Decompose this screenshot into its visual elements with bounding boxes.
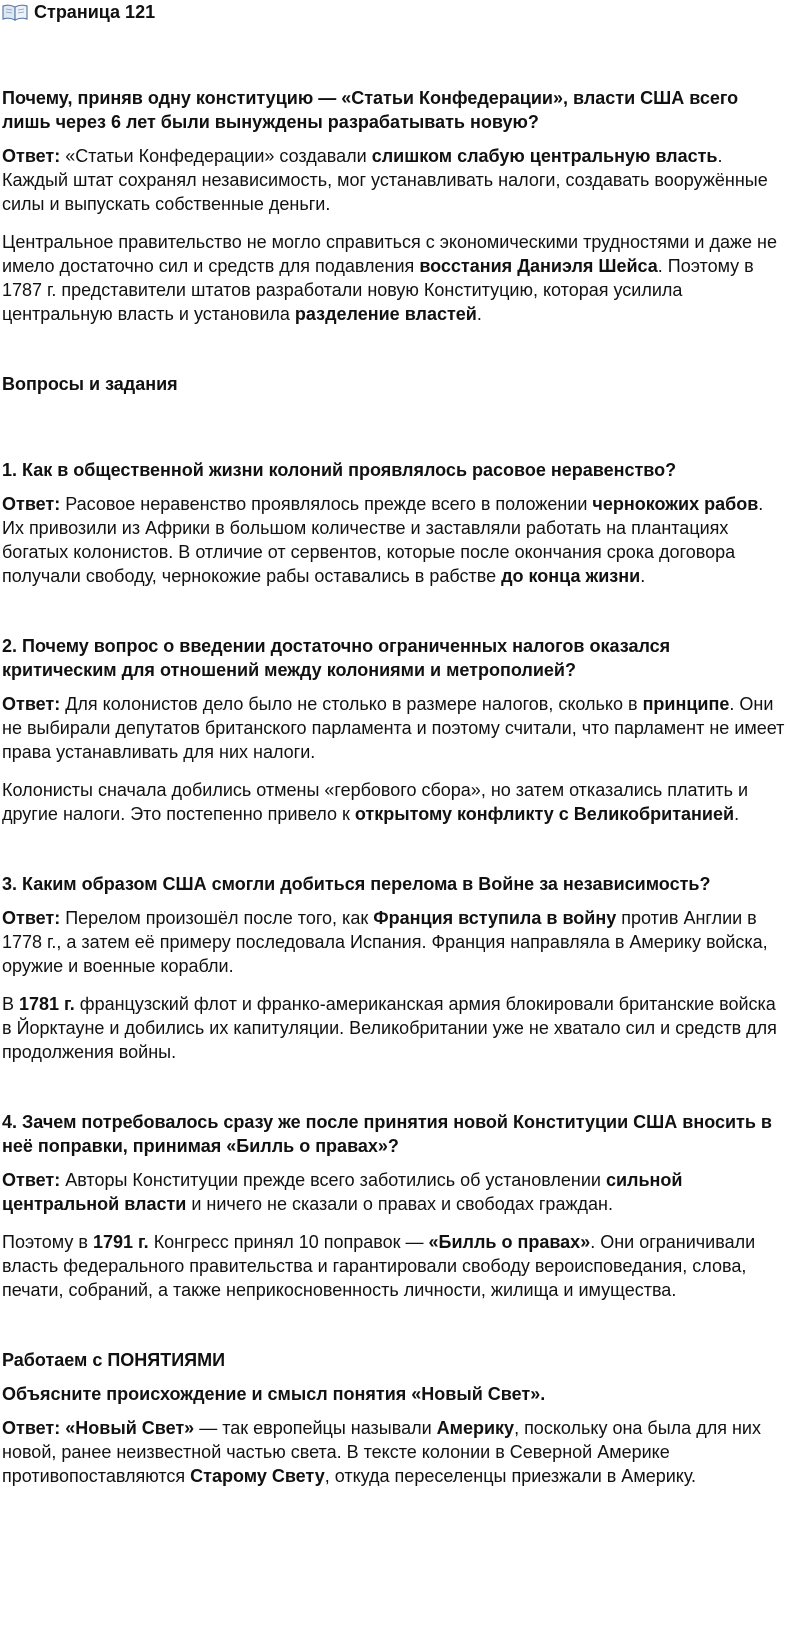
answer-3b: В 1781 г. французский флот и франко-американская армия блокировали британские войска в Йорктауне и добились их капитуляции. Великобритании уже не хватало сил и средств для продолжения войны.: [2, 994, 777, 1062]
question-2: 2. Почему вопрос о введении достаточно ограниченных налогов оказался критическим для отношений между колониями и метрополией?: [2, 636, 671, 680]
intro-answer-2: Центральное правительство не могло справиться с экономическими трудностями и даже не имело достаточно сил и средств для подавления восстания Даниэля Шейса. Поэтому в 1787 г. представители штатов разработали новую Конституцию, которая усилила центральную власть и установила разделение властей.: [2, 232, 778, 324]
page-title: Страница 121: [34, 2, 156, 22]
question-3: 3. Каким образом США смогли добиться перелома в Войне за независимость?: [2, 874, 711, 894]
answer-4b: Поэтому в 1791 г. Конгресс принял 10 поправок — «Билль о правах». Они ограничивали власть федерального правительства и гарантировали свободу вероисповедания, слова, печати, собраний, а также неприкосновенность личности, жилища и имущества.: [2, 1232, 756, 1300]
answer-2b: Колонисты сначала добились отмены «гербового сбора», но затем отказались платить и другие налоги. Это постепенно привело к открытому конфликту с Великобританией.: [2, 780, 749, 824]
intro-answer-1: Ответ: «Статьи Конфедерации» создавали слишком слабую центральную власть. Каждый штат сохранял независимость, мог устанавливать налоги, создавать вооружённые силы и выпускать собственные деньги.: [2, 146, 768, 214]
page-header: [2, 0, 786, 24]
question-1: 1. Как в общественной жизни колоний проявлялось расовое неравенство?: [2, 460, 677, 480]
concepts-answer: Ответ: «Новый Свет» — так европейцы называли Америку, поскольку она была для них новой, ранее неизвестной частью света. В тексте колонии в Северной Америке противопоставляются Старому Свету, откуда переселенцы приезжали в Америку.: [2, 1418, 761, 1486]
answer-1: Ответ: Расовое неравенство проявлялось прежде всего в положении чернокожих рабов. Их привозили из Африки в большом количестве и заставляли работать на плантациях богатых колонистов. В отличие от сервентов, которые после окончания срока договора получали свободу, чернокожие рабы оставались в рабстве до конца жизни.: [2, 494, 764, 586]
open-book-icon: [2, 3, 28, 21]
concepts-title: Работаем с ПОНЯТИЯМИ: [2, 1350, 226, 1370]
answer-3a: Ответ: Перелом произошёл после того, как Франция вступила в войну против Англии в 1778 г., а затем её примеру последовала Испания. Франция направляла в Америку войска, оружие и военные корабли.: [2, 908, 768, 976]
section-title: Вопросы и задания: [2, 374, 178, 394]
question-4: 4. Зачем потребовалось сразу же после принятия новой Конституции США вносить в неё поправки, принимая «Билль о правах»?: [2, 1112, 772, 1156]
answer-2a: Ответ: Для колонистов дело было не столько в размере налогов, сколько в принципе. Они не выбирали депутатов британского парламента и поэтому считали, что парламент не имеет права устанавливать для них налоги.: [2, 694, 785, 762]
intro-question: Почему, приняв одну конституцию — «Статьи Конфедерации», власти США всего лишь через 6 лет были вынуждены разрабатывать новую?: [2, 88, 739, 132]
concepts-question: Объясните происхождение и смысл понятия «Новый Свет».: [2, 1384, 546, 1404]
answer-4a: Ответ: Авторы Конституции прежде всего заботились об установлении сильной центральной власти и ничего не сказали о правах и свободах граждан.: [2, 1170, 683, 1214]
